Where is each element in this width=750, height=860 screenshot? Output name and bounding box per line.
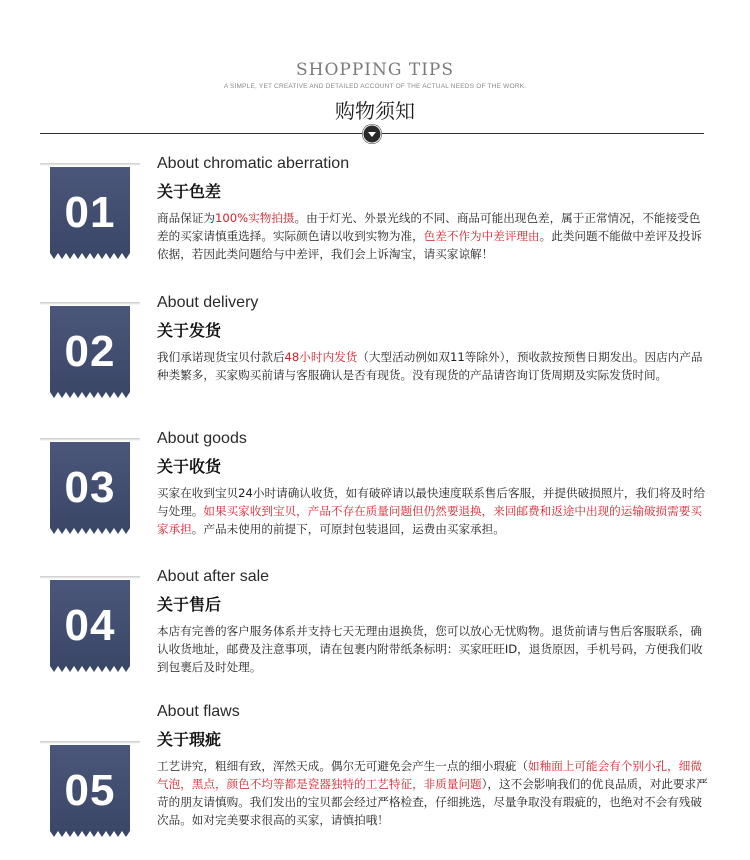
section-number: 04	[64, 601, 116, 650]
section-number: 03	[64, 463, 116, 512]
highlight-text: 100%实物拍摄	[214, 211, 295, 225]
section-body	[157, 622, 709, 676]
section-number: 01	[64, 188, 116, 237]
section-title-en: About chromatic aberration	[157, 155, 350, 172]
header	[0, 0, 750, 150]
shopping-tips-title: SHOPPING TIPS	[296, 60, 454, 80]
body-text: ），这不会影响我们的优良品质，对此要求严苛的朋友请慎购。我们发出的宝贝都会经过严格检查，仔细挑选，尽量争取没有瑕疵的，也绝对不会有残破次品。如对完美要求很高的买家，请慎拍哦！	[157, 777, 708, 827]
section-title-en: About delivery	[157, 294, 259, 311]
section-title-en: About flaws	[157, 703, 240, 720]
shopping-tips-subtitle: A SIMPLE, YET CREATIVE AND DETAILED ACCOUNT OF THE ACTUAL NEEDS OF THE WORK.	[223, 83, 527, 90]
section-01	[0, 155, 750, 290]
section-title-cn: 关于瑕疵	[157, 730, 222, 749]
body-text: 我们承诺现货宝贝付款后	[157, 350, 285, 364]
body-text: 买家在收到宝贝24小时请确认收货，如有破碎请以最快速度联系售后客服，并提供破损照片，我们将及时给与处理。	[157, 486, 706, 518]
section-title-en: About after sale	[157, 568, 270, 585]
body-text: 。此类问题不能做中差评及投诉依据，若因此类问题给与中差评，我们会上诉淘宝，请买家谅解！	[157, 229, 702, 261]
section-body	[157, 757, 709, 829]
section-05	[0, 703, 750, 838]
body-text: 。由于灯光、外景光线的不同、商品可能出现色差，属于正常情况，不能接受色差的买家请慎重选择。实际颜色请以收到实物为准，	[157, 211, 701, 243]
number-badge	[40, 302, 140, 402]
section-02	[0, 294, 750, 429]
number-badge	[40, 741, 140, 841]
badge-shadow	[40, 576, 140, 579]
section-title-cn: 关于收货	[157, 457, 222, 476]
section-body	[157, 348, 709, 384]
badge-shadow	[40, 741, 140, 744]
section-body	[157, 209, 709, 263]
badge-shadow	[40, 438, 140, 441]
shopping-tips-title-cn: 购物须知	[335, 99, 415, 123]
chevron-down-icon	[362, 124, 382, 144]
highlight-text: 色差不作为中差评理由	[423, 229, 540, 243]
section-body	[157, 484, 709, 538]
section-title-cn: 关于色差	[157, 182, 222, 201]
section-03	[0, 430, 750, 565]
badge-shadow	[40, 163, 140, 166]
section-title-cn: 关于售后	[157, 595, 222, 614]
section-title-en: About goods	[157, 430, 247, 447]
highlight-text: 如釉面上可能会有个别小孔，细微气泡，黑点，颜色不均等都是瓷器独特的工艺特征，非质量问题	[157, 759, 702, 791]
section-number: 02	[64, 327, 116, 376]
number-badge	[40, 438, 140, 538]
body-text: 本店有完善的客户服务体系并支持七天无理由退换货，您可以放心无忧购物。退货前请与售后客服联系，确认收货地址，邮费及注意事项，请在包裹内附带纸条标明：买家旺旺ID，退货原因，手机号码，方便我们收到包裹后及时处理。	[157, 624, 703, 674]
section-title-cn: 关于发货	[157, 321, 222, 340]
number-badge	[40, 576, 140, 676]
body-text: （大型活动例如双11等除外），预收款按预售日期发出。因店内产品种类繁多，买家购买前请与客服确认是否有现货。没有现货的产品请咨询订货周期及实际发货时间。	[157, 350, 703, 382]
body-text: 商品保证为	[157, 211, 215, 225]
section-number: 05	[64, 766, 116, 815]
badge-shadow	[40, 302, 140, 305]
body-text: 工艺讲究，粗细有致，浑然天成。偶尔无可避免会产生一点的细小瑕疵（	[157, 759, 529, 773]
highlight-text: 48小时内发货	[284, 350, 358, 364]
number-badge	[40, 163, 140, 263]
body-text: 。产品未使用的前提下，可原封包装退回，运费由买家承担。	[191, 522, 505, 536]
section-04	[0, 568, 750, 703]
highlight-text: 如果买家收到宝贝，产品不存在质量问题但仍然要退换，来回邮费和返途中出现的运输破损需要买家承担	[157, 504, 702, 536]
